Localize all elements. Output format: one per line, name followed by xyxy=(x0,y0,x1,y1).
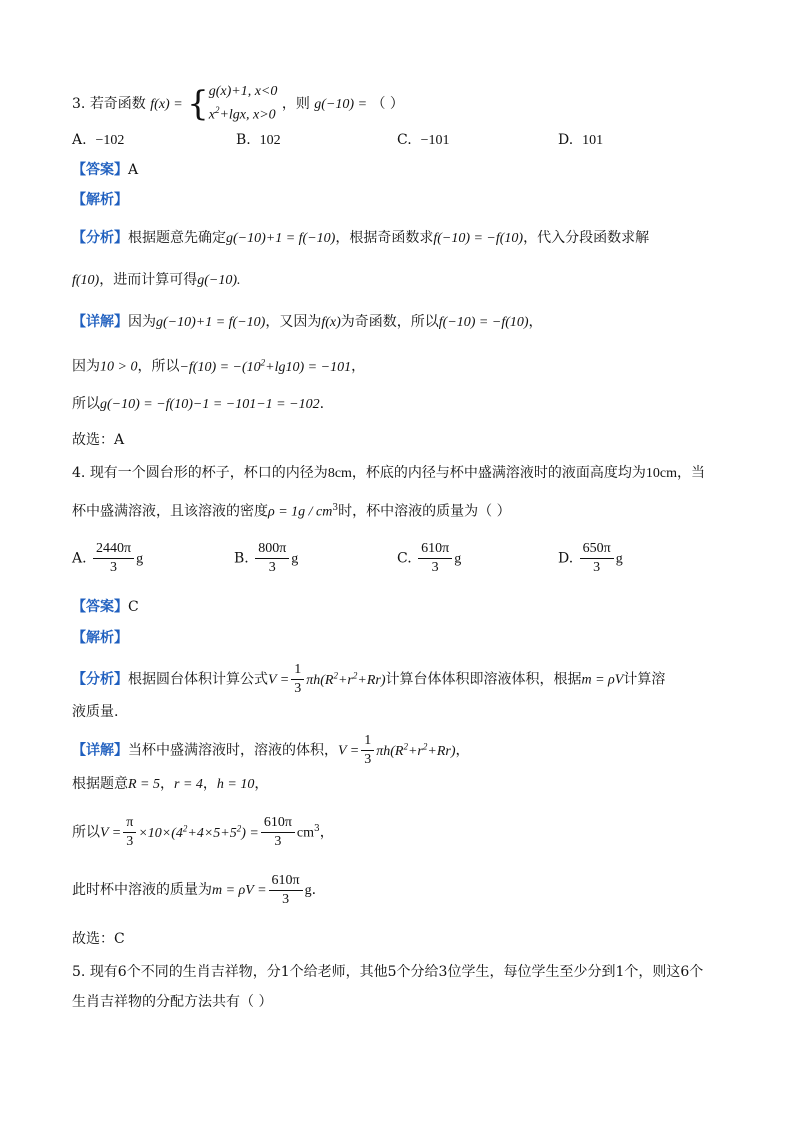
q4-xiangjie-line2: 根据题意R = 5，r = 4，h = 10， xyxy=(72,776,269,792)
q4-fenxi-line1: 【分析】根据圆台体积计算公式V = $\frac{1}{3}$ $\pi h(R^2+r^2+Rr)$计算台体体积即溶液体积，根据m = ρV计算溶 xyxy=(72,662,666,697)
q3-fenxi-line2: f(10)，进而计算可得g(−10). xyxy=(72,272,241,288)
q3-stem-text: 若奇函数 xyxy=(89,95,146,112)
q4-xiangjie-line4: 此时杯中溶液的质量为m = ρV = $\frac{610\pi}{3}$ g. xyxy=(72,872,317,907)
q3-number: 3. xyxy=(72,95,86,112)
q3-stem xyxy=(72,83,404,124)
q4-stem-line1: 4. 现有一个圆台形的杯子，杯口的内径为8cm，杯底的内径与杯中盛满溶液时的液面高度均为10cm，当 xyxy=(72,465,706,481)
q3-f-lhs: f(x) = xyxy=(150,96,183,112)
q4-option-c: C. $\frac{610\pi}{3}$ g xyxy=(397,541,462,575)
q3-xiangjie-line2: 因为10 > 0，所以$-f(10) = -(10^2+\lg 10) = -101$， xyxy=(72,357,366,375)
q3-jiexi: 【解析】 xyxy=(72,192,128,208)
q3-stem-text-2: ，则 xyxy=(281,95,310,112)
q4-jiexi: 【解析】 xyxy=(72,630,128,646)
q3-guxuan: 故选：A xyxy=(72,432,125,448)
left-brace: { xyxy=(187,83,209,124)
q3-answer: 【答案】A xyxy=(72,162,139,178)
q3-paren: （ ） xyxy=(371,95,404,112)
answer-tag: 【答案】 xyxy=(72,162,128,178)
q3-xiangjie-line3: 所以g(−10) = −f(10)−1 = −101−1 = −102. xyxy=(72,396,325,412)
q3-fenxi-line1: 【分析】根据题意先确定g(−10)+1 = f(−10)，根据奇函数求f(−10) = −f(10)，代入分段函数求解 xyxy=(72,230,650,246)
q3-option-a: A. −102 xyxy=(72,132,125,148)
q4-guxuan: 故选：C xyxy=(72,931,125,947)
case-2: $x^2+\lg x$, x>0 xyxy=(208,105,276,123)
piecewise-function xyxy=(187,83,277,125)
q5-stem-line1: 5. 现有6个不同的生肖吉祥物，分1个给老师，其他5个分给3位学生，每位学生至少分到1个，则这6个 xyxy=(72,964,704,980)
q3-option-c: C. −101 xyxy=(397,132,450,148)
q4-answer: 【答案】C xyxy=(72,599,139,615)
q4-fenxi-line2: 液质量. xyxy=(72,704,119,720)
q3-option-d: D. 101 xyxy=(558,132,604,148)
q3-xiangjie-line1: 【详解】因为g(−10)+1 = f(−10)，又因为f(x)为奇函数，所以f(−10) = −f(10)， xyxy=(72,314,543,330)
q4-option-d: D. $\frac{650\pi}{3}$ g xyxy=(558,541,623,575)
q3-target: g(−10) = xyxy=(314,96,368,112)
q4-stem-line2: 杯中盛满溶液，且该溶液的密度$\rho = 1g / cm^3$时，杯中溶液的质量为（ ） xyxy=(72,503,511,520)
q4-xiangjie-line3: 所以V = $\frac{\pi}{3}$ $\times 10\times(4^2+4\times 5+5^2)$ = $\frac{610\pi}{3}$ $cm^3$， xyxy=(72,815,334,850)
q4-option-a: A. $\frac{2440\pi}{3}$ g xyxy=(72,541,144,575)
q4-xiangjie-line1: 【详解】当杯中盛满溶液时，溶液的体积，V = $\frac{1}{3}$ $\pi h(R^2+r^2+Rr)$， xyxy=(72,733,470,768)
q3-option-b: B. 102 xyxy=(236,132,281,148)
case-1: g(x)+1, x<0 xyxy=(208,84,278,99)
q4-option-b: B. $\frac{800\pi}{3}$ g xyxy=(234,541,299,575)
q5-stem-line2: 生肖吉祥物的分配方法共有（ ） xyxy=(72,994,273,1010)
